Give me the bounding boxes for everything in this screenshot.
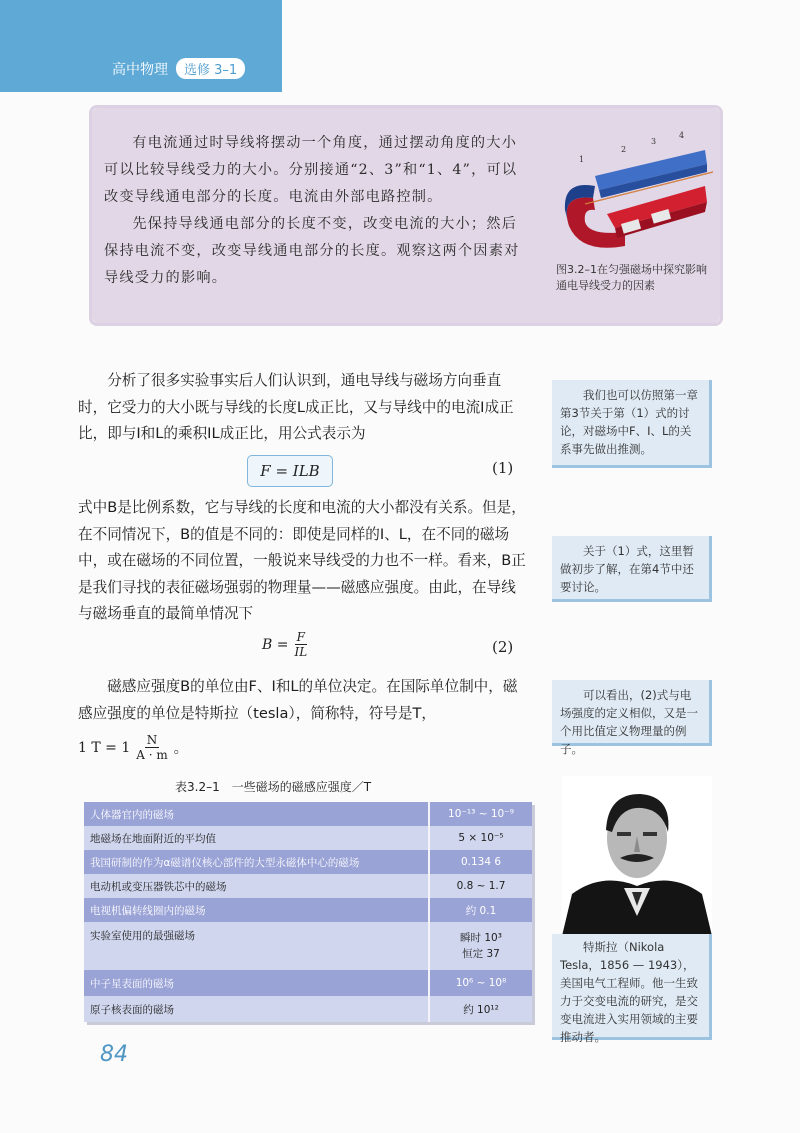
row-label: 原子核表面的磁场: [84, 996, 429, 1022]
table-row: [84, 850, 532, 874]
figure-caption: 图3.2–1在匀强磁场中探究影响通电导线受力的因素: [556, 263, 707, 292]
paragraph-1: [78, 368, 530, 448]
fraction-numerator: N: [146, 733, 158, 747]
portrait-caption: 特斯拉（Nikola Tesla，1856 — 1943），美国电气工程师。他一生致力于交变电流的研究，是交变电流进入实用领域的主要推动者。: [552, 934, 712, 1040]
row-label: 地磁场在地面附近的平均值: [84, 826, 429, 850]
row-value: 5 × 10⁻⁵: [429, 826, 532, 850]
side-note: 关于（1）式，这里暂做初步了解，在第4节中还要讨论。: [552, 536, 712, 602]
fraction-numerator: F: [296, 630, 305, 644]
row-label: 我国研制的作为α磁谱仪核心部件的大型永磁体中心的磁场: [84, 850, 429, 874]
row-value: 约 0.1: [429, 898, 532, 922]
fraction-denominator: A · m: [136, 748, 168, 762]
equation-1: F = ILB: [247, 455, 333, 487]
table-row: [84, 996, 532, 1022]
terminal-4-label: 4: [679, 131, 685, 140]
equation-2-fraction: [294, 630, 307, 659]
unit-lhs: 1 T = 1: [78, 739, 131, 756]
equation-2-lhs: B =: [262, 636, 289, 653]
row-value: [429, 922, 532, 970]
row-value-line: 瞬时 10³: [460, 932, 502, 944]
equation-2: [262, 630, 307, 659]
table-row: [84, 874, 532, 898]
row-value-line: 恒定 37: [462, 948, 500, 960]
table-row: [84, 802, 532, 826]
table-title: 表3.2–1 一些磁场的磁感应强度／T: [175, 780, 372, 794]
table-row: [84, 898, 532, 922]
row-label: 中子星表面的磁场: [84, 970, 429, 996]
magnetic-field-table: [84, 802, 532, 1022]
row-value: 0.8 ~ 1.7: [429, 874, 532, 898]
row-value: 约 10¹²: [429, 996, 532, 1022]
paragraph-2: [78, 495, 530, 628]
row-label: 实验室使用的最强磁场: [84, 922, 429, 970]
equation-2-number: (2): [492, 638, 514, 656]
row-value: 10⁶ ~ 10⁸: [429, 970, 532, 996]
experiment-paragraph: 先保持导线通电部分的长度不变，改变电流的大小；然后保持电流不变，改变导线通电部分的长度。观察这两个因素对导线受力的影响。: [104, 216, 520, 286]
paragraph-text: 磁感应强度B的单位由F、I和L的单位决定。在国际单位制中，磁感应强度的单位是特斯拉（tesla），简称特，符号是T，: [78, 678, 518, 722]
side-note: 可以看出，(2)式与电场强度的定义相似，又是一个用比值定义物理量的例子。: [552, 680, 712, 746]
subject-title: 高中物理: [112, 61, 168, 78]
terminal-1-label: 1: [579, 155, 585, 164]
side-note: 我们也可以仿照第一章第3节关于第（1）式的讨论，对磁场中F、I、L的关系事先做出推测。: [552, 380, 712, 468]
table-row: [84, 970, 532, 996]
table-row: [84, 922, 532, 970]
fraction-denominator: IL: [294, 645, 308, 659]
experiment-paragraph: 有电流通过时导线将摆动一个角度，通过摆动角度的大小可以比较导线受力的大小。分别接通“2、3”和“1、4”，可以改变导线通电部分的长度。电流由外部电路控制。: [104, 135, 518, 205]
tesla-portrait: [562, 776, 712, 936]
unit-end: 。: [173, 740, 188, 757]
terminal-2-label: 2: [621, 145, 627, 154]
paragraph-3: [78, 674, 530, 727]
paragraph-text: 分析了很多实验事实后人们认识到，通电导线与磁场方向垂直时，它受力的大小既与导线的长度L成正比，又与导线中的电流I成正比，即与I和L的乘积IL成正比，用公式表示为: [78, 372, 514, 443]
row-label: 电视机偏转线圈内的磁场: [84, 898, 429, 922]
experiment-text: [104, 130, 532, 292]
unit-equation: [78, 733, 188, 762]
header: [112, 58, 245, 79]
page-number: 84: [100, 1042, 128, 1067]
magnet-apparatus-figure: [555, 128, 715, 256]
row-value: 10⁻¹³ ~ 10⁻⁹: [429, 802, 532, 826]
unit-fraction: [136, 733, 168, 762]
paragraph-text: 式中B是比例系数，它与导线的长度和电流的大小都没有关系。但是，在不同情况下，B的值是不同的：即使是同样的I、L，在不同的磁场中，或在磁场的不同位置，一般说来导线受的力也不一样。看来，B正是我们寻找的表征磁场强弱的物理量——磁感应强度。由此，在导线与磁场垂直的最简单情况下: [78, 499, 526, 623]
row-value: 0.134 6: [429, 850, 532, 874]
row-label: 人体器官内的磁场: [84, 802, 429, 826]
table-row: [84, 826, 532, 850]
row-label: 电动机或变压器铁芯中的磁场: [84, 874, 429, 898]
terminal-3-label: 3: [651, 137, 657, 146]
equation-1-number: (1): [492, 459, 514, 477]
volume-badge: 选修 3–1: [176, 58, 245, 79]
